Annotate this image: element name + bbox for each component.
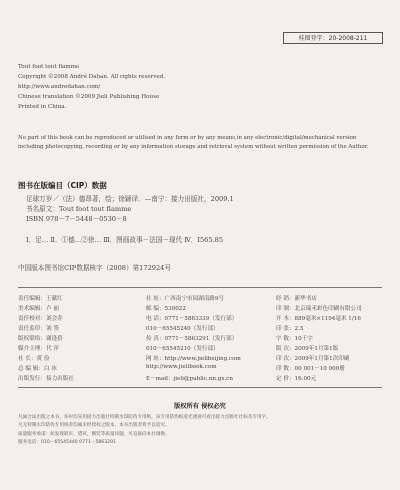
credit-publisher: 出版发行：接力出版社 (18, 376, 74, 382)
credit-website-2: http://www.jielibook.com (146, 364, 217, 370)
credit-print-run: 印 数：00 001－10 000册 (276, 366, 345, 372)
note-watermark: 凡属合法出版之本书，环衬均采用接力出版社特制水印防伪专用纸，该专用防伪纸迎光透视可看出接力出版社社标及专用字。 (18, 415, 271, 420)
credit-website-1: 网 址：http://www.jielibeijing.com (146, 356, 241, 362)
credit-fax-1: 传 真：0771－5863291（发行部） (146, 336, 238, 342)
credit-postcode: 邮 编：530022 (146, 306, 186, 312)
credit-printer: 印 制：北京瑞禾彩色印刷有限公司 (276, 306, 362, 312)
registration-number: 桂图登字：20-2008-211 (283, 32, 383, 44)
credit-address: 社 址：广西南宁市园湖南路9号 (146, 296, 225, 302)
credit-price: 定 价：16.00元 (276, 376, 317, 382)
credit-proofreader: 责任校对：刘会乔 (18, 316, 63, 322)
credit-fax-2: 010－65545210（发行部） (146, 346, 219, 352)
credit-art-editor: 美术编辑：卢 丽 (18, 306, 59, 312)
credit-printing: 印 次：2009年1月第1次印刷 (276, 356, 350, 362)
credit-print-supervisor: 责任监印：刘 签 (18, 326, 59, 332)
note-service-phone: 服务电话：010－65545440 0771－5863291 (18, 440, 116, 446)
cip-lines (26, 194, 234, 225)
rights-statement: No part of this book can be reproduced or utilised in any form or by any means,in any electronic/digital/mechanical version including photocopying, recording or by any information storage and retrieval system without written permission of the Author. (18, 135, 369, 150)
credit-edition: 版 次：2009年1月第1版 (276, 346, 339, 352)
note-quality: 质量服务承诺：如发现缺页、错页、倒装等质量问题，可直接向本社调换。 (18, 431, 170, 437)
credit-phone-1: 电 话：0771－5863339（发行部） (146, 316, 238, 322)
cip-isbn: ISBN 978－7－5448－0530－8 (26, 215, 127, 224)
credit-sheets: 印 张：2.5 (276, 326, 304, 332)
translation-copyright: Chinese translation ©2009 Jieli Publishing House (18, 94, 160, 100)
cip-classification: Ⅰ．足… Ⅱ．①德…②徐… Ⅲ．图画故事－法国－现代 Ⅳ．I565.85 (26, 236, 224, 244)
credit-chief-editor: 总 编 辑：白 冰 (18, 366, 57, 372)
credit-rights-contact: 版权联络：谢逢蓓 (18, 336, 63, 342)
author-url: http://www.andredahan.com/ (18, 84, 101, 90)
credit-media: 媒介主理：代 萍 (18, 346, 59, 352)
credit-phone-2: 010－65545240（发行部） (146, 326, 219, 332)
cip-original-title: 书名原文：Tout foot tout flamme (26, 205, 132, 214)
cip-title: 图书在版编目（CIP）数据 (18, 181, 107, 190)
credit-editor: 责任编辑：王献红 (18, 296, 63, 302)
note-unauthorized: 凡无特制水印防伪专用纸者均属未经授权之版本，本书出版者将予以追究。 (18, 423, 170, 429)
credit-president: 社 长：黄 俭 (18, 356, 50, 362)
copyright-block (18, 62, 165, 112)
printed-in: Printed in China. (18, 104, 67, 110)
original-title: Tout foot tout flamme (18, 64, 80, 70)
cip-record-number: 中国版本图书馆CIP数据核字（2008）第172924号 (18, 264, 171, 272)
divider-bottom (18, 387, 382, 388)
rights-reserved-title: 版权所有 侵权必究 (174, 403, 226, 410)
credit-format: 开 本：889毫米×1194毫米 1/16 (276, 316, 361, 322)
divider-top (18, 287, 382, 288)
credit-distributor: 经 销：新华书店 (276, 296, 317, 302)
copyright-line: Copyright ©2008 André Dahan. All rights reserved. (18, 74, 166, 80)
footer-notes (18, 414, 382, 448)
credit-email: E－mail：jieli@public.nn.gx.cn (146, 376, 233, 382)
cip-book-line: 足球万岁／（法）德昂著，绘；徐颖译．—南宁：接力出版社，2009.1 (26, 195, 234, 203)
credit-word-count: 字 数：10千字 (276, 336, 313, 342)
